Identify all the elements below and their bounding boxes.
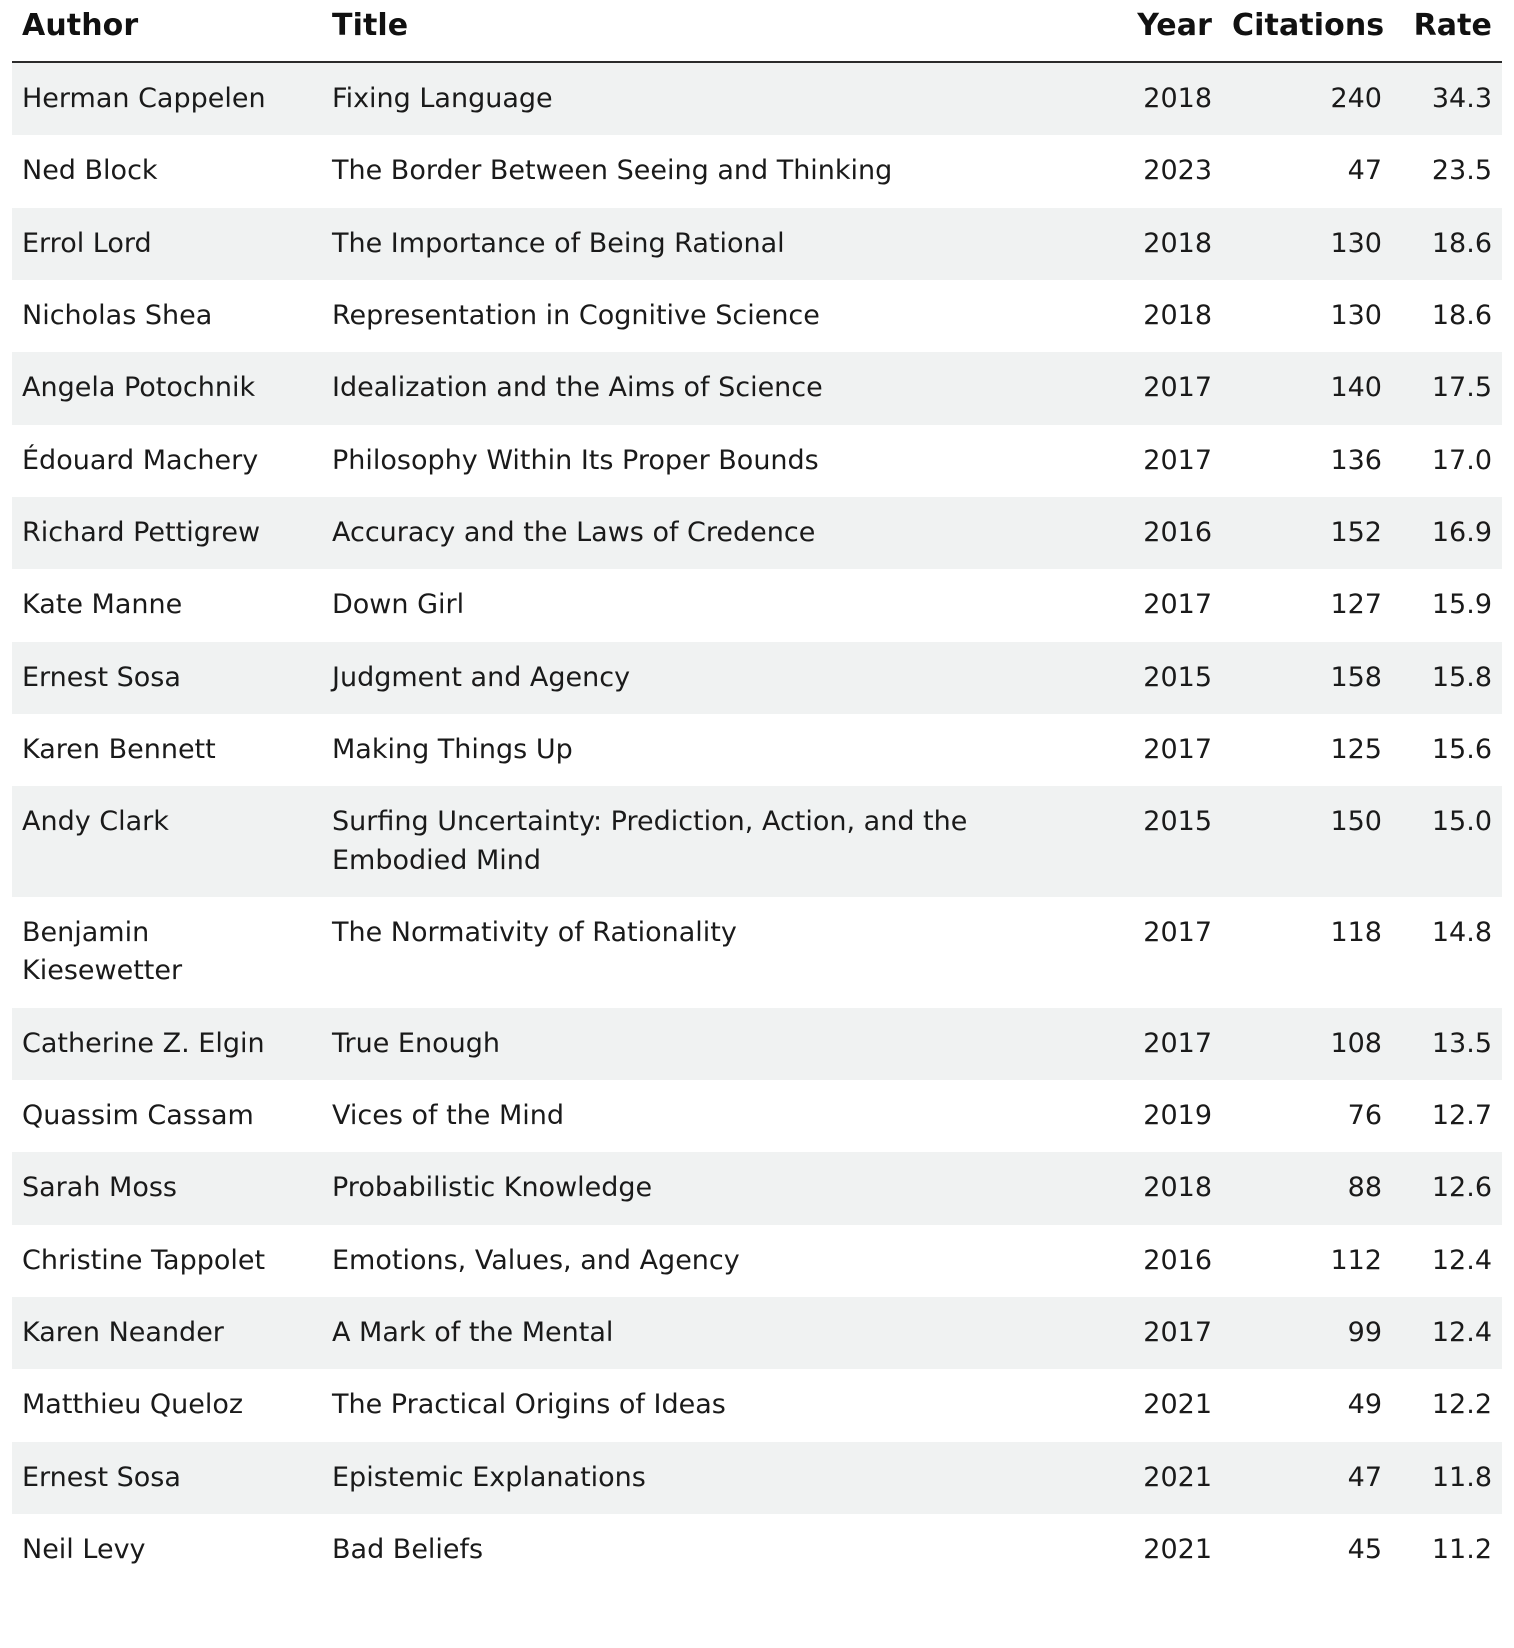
cell-year: 2019 bbox=[1110, 1080, 1222, 1152]
cell-author: Édouard Machery bbox=[12, 425, 322, 497]
cell-rate: 15.0 bbox=[1392, 786, 1502, 897]
cell-author: Matthieu Queloz bbox=[12, 1369, 322, 1441]
table-row bbox=[12, 280, 1502, 352]
cell-year: 2017 bbox=[1110, 714, 1222, 786]
cell-citations: 118 bbox=[1222, 897, 1392, 1008]
cell-rate: 34.3 bbox=[1392, 62, 1502, 135]
cell-citations: 140 bbox=[1222, 352, 1392, 424]
cell-title: The Practical Origins of Ideas bbox=[322, 1369, 1110, 1441]
table-row bbox=[12, 352, 1502, 424]
cell-citations: 130 bbox=[1222, 208, 1392, 280]
cell-rate: 23.5 bbox=[1392, 135, 1502, 207]
cell-year: 2017 bbox=[1110, 897, 1222, 1008]
cell-rate: 12.6 bbox=[1392, 1152, 1502, 1224]
cell-title: Probabilistic Knowledge bbox=[322, 1152, 1110, 1224]
table-header-row bbox=[12, 0, 1502, 62]
cell-author: Sarah Moss bbox=[12, 1152, 322, 1224]
cell-title: Representation in Cognitive Science bbox=[322, 280, 1110, 352]
cell-year: 2016 bbox=[1110, 1225, 1222, 1297]
cell-year: 2017 bbox=[1110, 352, 1222, 424]
column-header-author: Author bbox=[12, 0, 322, 62]
cell-citations: 47 bbox=[1222, 135, 1392, 207]
cell-author: Karen Neander bbox=[12, 1297, 322, 1369]
table-row bbox=[12, 62, 1502, 135]
cell-year: 2021 bbox=[1110, 1442, 1222, 1514]
table-row bbox=[12, 786, 1502, 897]
cell-author: Richard Pettigrew bbox=[12, 497, 322, 569]
cell-citations: 125 bbox=[1222, 714, 1392, 786]
cell-citations: 150 bbox=[1222, 786, 1392, 897]
column-header-title: Title bbox=[322, 0, 1110, 62]
cell-citations: 152 bbox=[1222, 497, 1392, 569]
cell-title: The Normativity of Rationality bbox=[322, 897, 1110, 1008]
table-row bbox=[12, 642, 1502, 714]
cell-rate: 13.5 bbox=[1392, 1008, 1502, 1080]
cell-citations: 112 bbox=[1222, 1225, 1392, 1297]
cell-author: Benjamin Kiesewetter bbox=[12, 897, 322, 1008]
cell-citations: 158 bbox=[1222, 642, 1392, 714]
cell-year: 2021 bbox=[1110, 1514, 1222, 1586]
cell-author: Nicholas Shea bbox=[12, 280, 322, 352]
cell-rate: 18.6 bbox=[1392, 280, 1502, 352]
cell-author: Errol Lord bbox=[12, 208, 322, 280]
cell-title: Judgment and Agency bbox=[322, 642, 1110, 714]
table-row bbox=[12, 1297, 1502, 1369]
cell-title: Surfing Uncertainty: Prediction, Action, and the Embodied Mind bbox=[322, 786, 1110, 897]
cell-title: Down Girl bbox=[322, 569, 1110, 641]
cell-author: Herman Cappelen bbox=[12, 62, 322, 135]
cell-rate: 17.0 bbox=[1392, 425, 1502, 497]
cell-rate: 11.8 bbox=[1392, 1442, 1502, 1514]
table-row bbox=[12, 497, 1502, 569]
cell-year: 2018 bbox=[1110, 1152, 1222, 1224]
table-row bbox=[12, 569, 1502, 641]
cell-citations: 99 bbox=[1222, 1297, 1392, 1369]
cell-citations: 76 bbox=[1222, 1080, 1392, 1152]
cell-citations: 47 bbox=[1222, 1442, 1392, 1514]
cell-year: 2017 bbox=[1110, 569, 1222, 641]
cell-title: Accuracy and the Laws of Credence bbox=[322, 497, 1110, 569]
table-row bbox=[12, 1152, 1502, 1224]
table-row bbox=[12, 1369, 1502, 1441]
cell-year: 2021 bbox=[1110, 1369, 1222, 1441]
cell-rate: 11.2 bbox=[1392, 1514, 1502, 1586]
cell-title: Bad Beliefs bbox=[322, 1514, 1110, 1586]
cell-year: 2018 bbox=[1110, 208, 1222, 280]
cell-title: The Importance of Being Rational bbox=[322, 208, 1110, 280]
cell-citations: 130 bbox=[1222, 280, 1392, 352]
cell-author: Andy Clark bbox=[12, 786, 322, 897]
table-row bbox=[12, 1008, 1502, 1080]
cell-title: Vices of the Mind bbox=[322, 1080, 1110, 1152]
table-row bbox=[12, 425, 1502, 497]
cell-title: True Enough bbox=[322, 1008, 1110, 1080]
cell-citations: 45 bbox=[1222, 1514, 1392, 1586]
table-row bbox=[12, 1514, 1502, 1586]
cell-rate: 17.5 bbox=[1392, 352, 1502, 424]
cell-rate: 12.2 bbox=[1392, 1369, 1502, 1441]
cell-author: Quassim Cassam bbox=[12, 1080, 322, 1152]
citation-table bbox=[12, 0, 1502, 1586]
cell-title: A Mark of the Mental bbox=[322, 1297, 1110, 1369]
cell-title: Making Things Up bbox=[322, 714, 1110, 786]
cell-citations: 240 bbox=[1222, 62, 1392, 135]
cell-citations: 108 bbox=[1222, 1008, 1392, 1080]
table-row bbox=[12, 897, 1502, 1008]
cell-author: Neil Levy bbox=[12, 1514, 322, 1586]
cell-rate: 14.8 bbox=[1392, 897, 1502, 1008]
cell-rate: 12.4 bbox=[1392, 1225, 1502, 1297]
cell-rate: 15.6 bbox=[1392, 714, 1502, 786]
cell-year: 2017 bbox=[1110, 1297, 1222, 1369]
cell-year: 2023 bbox=[1110, 135, 1222, 207]
cell-author: Christine Tappolet bbox=[12, 1225, 322, 1297]
cell-title: Epistemic Explanations bbox=[322, 1442, 1110, 1514]
cell-rate: 16.9 bbox=[1392, 497, 1502, 569]
cell-rate: 15.8 bbox=[1392, 642, 1502, 714]
cell-year: 2015 bbox=[1110, 642, 1222, 714]
cell-rate: 12.4 bbox=[1392, 1297, 1502, 1369]
table-row bbox=[12, 1080, 1502, 1152]
cell-title: Emotions, Values, and Agency bbox=[322, 1225, 1110, 1297]
cell-author: Angela Potochnik bbox=[12, 352, 322, 424]
cell-title: The Border Between Seeing and Thinking bbox=[322, 135, 1110, 207]
column-header-year: Year bbox=[1110, 0, 1222, 62]
cell-citations: 88 bbox=[1222, 1152, 1392, 1224]
table-row bbox=[12, 135, 1502, 207]
cell-rate: 12.7 bbox=[1392, 1080, 1502, 1152]
cell-citations: 136 bbox=[1222, 425, 1392, 497]
table-row bbox=[12, 208, 1502, 280]
table-body bbox=[12, 62, 1502, 1586]
cell-author: Kate Manne bbox=[12, 569, 322, 641]
cell-citations: 49 bbox=[1222, 1369, 1392, 1441]
cell-title: Fixing Language bbox=[322, 62, 1110, 135]
cell-rate: 18.6 bbox=[1392, 208, 1502, 280]
cell-year: 2016 bbox=[1110, 497, 1222, 569]
cell-author: Ned Block bbox=[12, 135, 322, 207]
table-row bbox=[12, 1225, 1502, 1297]
cell-author: Ernest Sosa bbox=[12, 1442, 322, 1514]
column-header-rate: Rate bbox=[1392, 0, 1502, 62]
cell-author: Catherine Z. Elgin bbox=[12, 1008, 322, 1080]
table-row bbox=[12, 1442, 1502, 1514]
cell-year: 2017 bbox=[1110, 1008, 1222, 1080]
cell-year: 2015 bbox=[1110, 786, 1222, 897]
cell-rate: 15.9 bbox=[1392, 569, 1502, 641]
cell-author: Karen Bennett bbox=[12, 714, 322, 786]
cell-year: 2017 bbox=[1110, 425, 1222, 497]
cell-title: Idealization and the Aims of Science bbox=[322, 352, 1110, 424]
column-header-citations: Citations bbox=[1222, 0, 1392, 62]
cell-year: 2018 bbox=[1110, 280, 1222, 352]
table-row bbox=[12, 714, 1502, 786]
table-header bbox=[12, 0, 1502, 62]
cell-citations: 127 bbox=[1222, 569, 1392, 641]
cell-author: Ernest Sosa bbox=[12, 642, 322, 714]
cell-title: Philosophy Within Its Proper Bounds bbox=[322, 425, 1110, 497]
cell-year: 2018 bbox=[1110, 62, 1222, 135]
